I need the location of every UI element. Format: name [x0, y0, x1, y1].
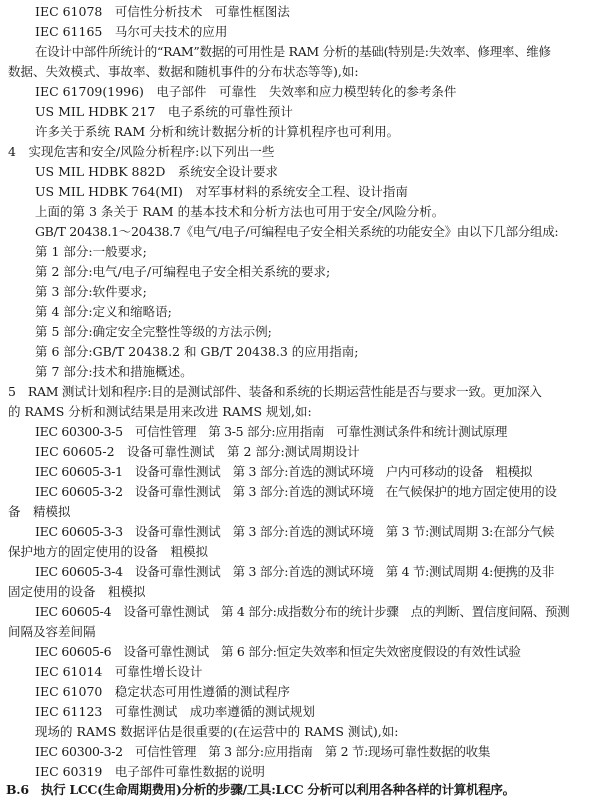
text-line: 许多关于系统 RAM 分析和统计数据分析的计算机程序也可利用。 [35, 124, 400, 139]
list-item: 第 1 部分:一般要求; [35, 244, 147, 259]
text-line: IEC 60605-3-1 设备可靠性测试 第 3 部分:首选的测试环境 户内可移动的设备 粗模拟 [35, 464, 533, 479]
text-line: 数据、失效模式、事故率、数据和随机事件的分布状态等等),如: [8, 64, 359, 79]
text-line: 固定使用的设备 粗模拟 [8, 584, 146, 599]
section-heading: B.6 执行 LCC(生命周期费用)分析的步骤/工具:LCC 分析可以利用各种各样的计算机程序。 [6, 782, 515, 797]
text-line: IEC 60300-3-2 可信性管理 第 3 部分:应用指南 第 2 节:现场可靠性数据的收集 [35, 744, 491, 759]
text-line: IEC 61014 可靠性增长设计 [35, 664, 203, 679]
list-item: 第 4 部分:定义和缩略语; [35, 304, 172, 319]
text-line: 间隔及容差间隔 [8, 624, 96, 639]
text-line: IEC 60300-3-5 可信性管理 第 3-5 部分:应用指南 可靠性测试条件和统计测试原理 [35, 424, 508, 439]
text-line: IEC 60605-3-3 设备可靠性测试 第 3 部分:首选的测试环境 第 3 节:测试周期 3:在部分气候 [35, 524, 555, 539]
text-line: IEC 60605-3-2 设备可靠性测试 第 3 部分:首选的测试环境 在气候保护的地方固定使用的设 [35, 484, 557, 499]
text-line: IEC 60605-2 设备可靠性测试 第 2 部分:测试周期设计 [35, 444, 360, 459]
text-line: IEC 61070 稳定状态可用性遵循的测试程序 [35, 684, 290, 699]
section-heading: 4 实现危害和安全/风险分析程序:以下列出一些 [8, 144, 275, 159]
text-line: 备 精模拟 [8, 504, 71, 519]
list-item: 第 6 部分:GB/T 20438.2 和 GB/T 20438.3 的应用指南; [35, 344, 359, 359]
section-heading: 5 RAM 测试计划和程序:目的是测试部件、装备和系统的长期运营性能是否与要求一致。更加深入 [8, 384, 542, 399]
text-line: US MIL HDBK 882D 系统安全设计要求 [35, 164, 278, 179]
text-line: US MIL HDBK 217 电子系统的可靠性预计 [35, 104, 293, 119]
text-line: 保护地方的固定使用的设备 粗模拟 [8, 544, 209, 559]
list-item: 第 5 部分:确定安全完整性等级的方法示例; [35, 324, 272, 339]
text-line: IEC 60605-4 设备可靠性测试 第 4 部分:成指数分布的统计步骤 点的判断、置信度间隔、预测 [35, 604, 570, 619]
text-line: 在设计中部件所统计的“RAM”数据的可用性是 RAM 分析的基础(特别是:失效率、修理率、维修 [35, 44, 551, 59]
text-line: IEC 60605-6 设备可靠性测试 第 6 部分:恒定失效率和恒定失效密度假设的有效性试验 [35, 644, 521, 659]
text-line: IEC 61709(1996) 电子部件 可靠性 失效率和应力模型转化的参考条件 [35, 84, 457, 99]
text-line: IEC 60319 电子部件可靠性数据的说明 [35, 764, 265, 779]
text-line: 的 RAMS 分析和测试结果是用来改进 RAMS 规划,如: [8, 404, 312, 419]
list-item: 第 7 部分:技术和措施概述。 [35, 364, 193, 379]
text-line: IEC 61078 可信性分析技术 可靠性框图法 [35, 4, 290, 19]
list-item: 第 3 部分:软件要求; [35, 284, 147, 299]
text-line: IEC 61123 可靠性测试 成功率遵循的测试规划 [35, 704, 315, 719]
text-line: 现场的 RAMS 数据评估是很重要的(在运营中的 RAMS 测试),如: [35, 724, 399, 739]
text-line: IEC 61165 马尔可夫技术的应用 [35, 24, 228, 39]
text-line: GB/T 20438.1～20438.7《电气/电子/可编程电子安全相关系统的功能安全》由以下几部分组成: [35, 224, 559, 239]
text-line: IEC 60605-3-4 设备可靠性测试 第 3 部分:首选的测试环境 第 4 节:测试周期 4:便携的及非 [35, 564, 555, 579]
text-line: US MIL HDBK 764(MI) 对军事材料的系统安全工程、设计指南 [35, 184, 408, 199]
list-item: 第 2 部分:电气/电子/可编程电子安全相关系统的要求; [35, 264, 331, 279]
text-line: 上面的第 3 条关于 RAM 的基本技术和分析方法也可用于安全/风险分析。 [35, 204, 445, 219]
